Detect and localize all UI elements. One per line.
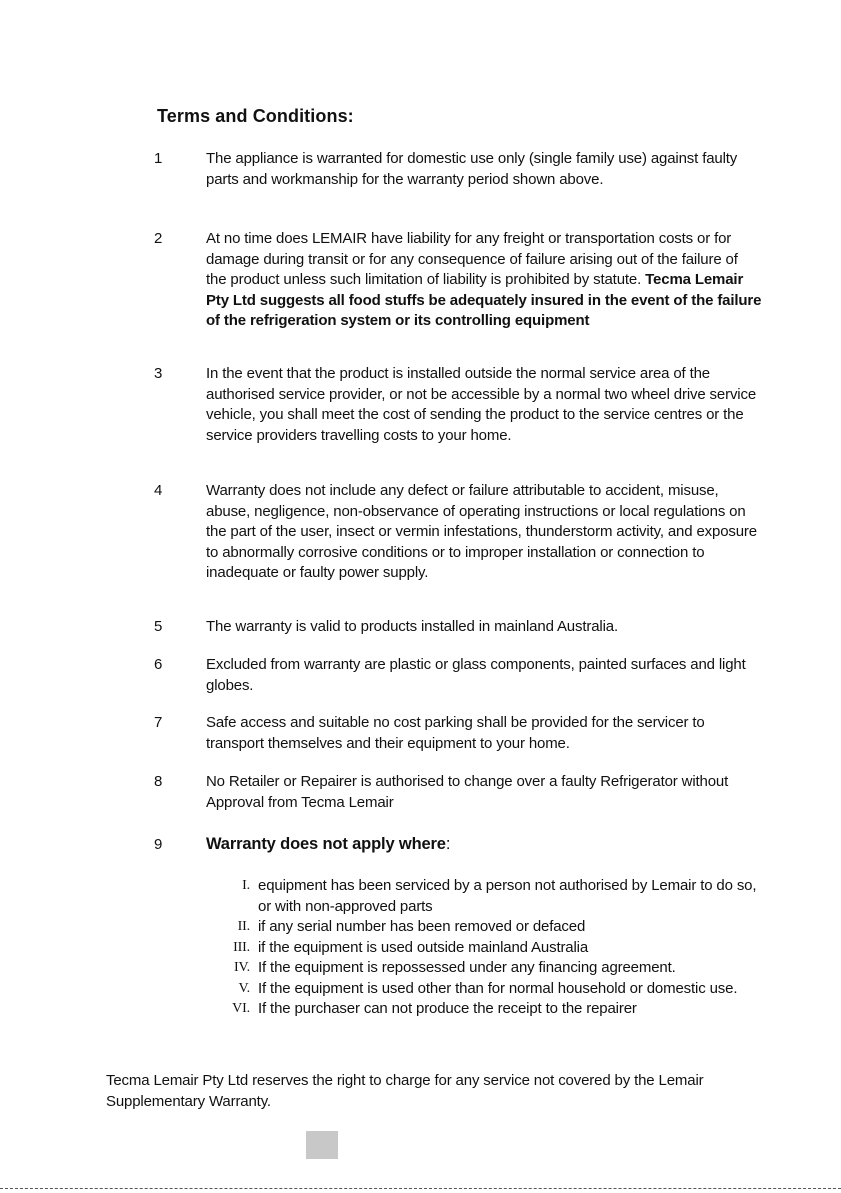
clause-number: 7 bbox=[154, 714, 163, 731]
exclusion-text: if any serial number has been removed or defaced bbox=[258, 918, 586, 935]
clause-text: The warranty is valid to products installed in mainland Australia. bbox=[206, 618, 618, 635]
clause-number: 3 bbox=[154, 365, 163, 382]
exclusion-text: if the equipment is used outside mainland Australia bbox=[258, 938, 589, 956]
exclusion-item bbox=[206, 938, 766, 959]
clause-text-regular: At no time does LEMAIR have liability for any freight or transportation costs or for damage during transit or for any consequence of failure arising out of the failure of the product unless such limitation of liability is prohibited by statute. bbox=[206, 230, 738, 288]
clause-number: 1 bbox=[154, 150, 163, 167]
exclusion-list bbox=[206, 876, 766, 1020]
footer-note: Tecma Lemair Pty Ltd reserves the right to charge for any service not covered by the Lemair Supplementary Warranty. bbox=[106, 1072, 704, 1110]
page-edge-divider bbox=[0, 1188, 841, 1189]
roman-numeral: V. bbox=[238, 980, 250, 996]
page-number-box bbox=[306, 1131, 338, 1159]
clause-number: 8 bbox=[154, 773, 163, 790]
clause-text: Safe access and suitable no cost parking shall be provided for the servicer to transport themselves and their equipment to your home. bbox=[206, 714, 705, 752]
clause-text-suffix: : bbox=[445, 835, 451, 853]
clause-text bbox=[206, 834, 762, 855]
roman-numeral: VI. bbox=[232, 1001, 250, 1016]
clause-number: 9 bbox=[154, 836, 163, 853]
clause-text-bold: Tecma Lemair Pty Ltd suggests all food stuffs be adequately insured in the event of the failure of the refrigeration system or its controlling equipment bbox=[206, 271, 762, 329]
roman-numeral: III. bbox=[233, 939, 250, 955]
exclusion-item bbox=[206, 979, 766, 1000]
roman-numeral: II. bbox=[237, 919, 250, 934]
exclusion-text: equipment has been serviced by a person not authorised by Lemair to do so, or with non-approved parts bbox=[258, 877, 757, 915]
clause-number: 5 bbox=[154, 618, 163, 635]
clause-number: 2 bbox=[154, 230, 163, 247]
clause-text: Excluded from warranty are plastic or glass components, painted surfaces and light globes. bbox=[206, 656, 746, 694]
exclusion-text: If the purchaser can not produce the receipt to the repairer bbox=[258, 1000, 637, 1017]
roman-numeral: IV. bbox=[233, 960, 250, 975]
exclusion-item bbox=[206, 999, 766, 1020]
exclusion-item bbox=[206, 958, 766, 979]
clause-number: 4 bbox=[154, 482, 163, 499]
clause-text: Warranty does not include any defect or failure attributable to accident, misuse, abuse, negligence, non-observance of operating instructions or local regulations on the part of the user, insect or vermin infestations, thunderstorm activity, and exposure to abnormally corrosive conditions or to improper installation or connection to inadequate or faulty power supply. bbox=[206, 482, 757, 581]
clause-text-bold: Warranty does not apply where bbox=[206, 835, 446, 853]
exclusion-item bbox=[206, 917, 766, 938]
exclusion-text: If the equipment is repossessed under any financing agreement. bbox=[258, 959, 676, 976]
clause-text: In the event that the product is installed outside the normal service area of the authorised service provider, or not be accessible by a normal two wheel drive service vehicle, you shall meet the cost of sending the product to the service centres or the service providers travelling costs to your home. bbox=[206, 365, 757, 444]
exclusion-item bbox=[206, 876, 766, 917]
clause-text: The appliance is warranted for domestic use only (single family use) against faulty parts and workmanship for the warranty period shown above. bbox=[206, 150, 738, 188]
clause-text bbox=[206, 229, 762, 332]
clause-number: 6 bbox=[154, 656, 163, 673]
clause-text: No Retailer or Repairer is authorised to change over a faulty Refrigerator without Approval from Tecma Lemair bbox=[206, 773, 729, 811]
page-title: Terms and Conditions: bbox=[157, 106, 354, 126]
exclusion-text: If the equipment is used other than for normal household or domestic use. bbox=[258, 979, 738, 997]
roman-numeral: I. bbox=[242, 878, 250, 893]
